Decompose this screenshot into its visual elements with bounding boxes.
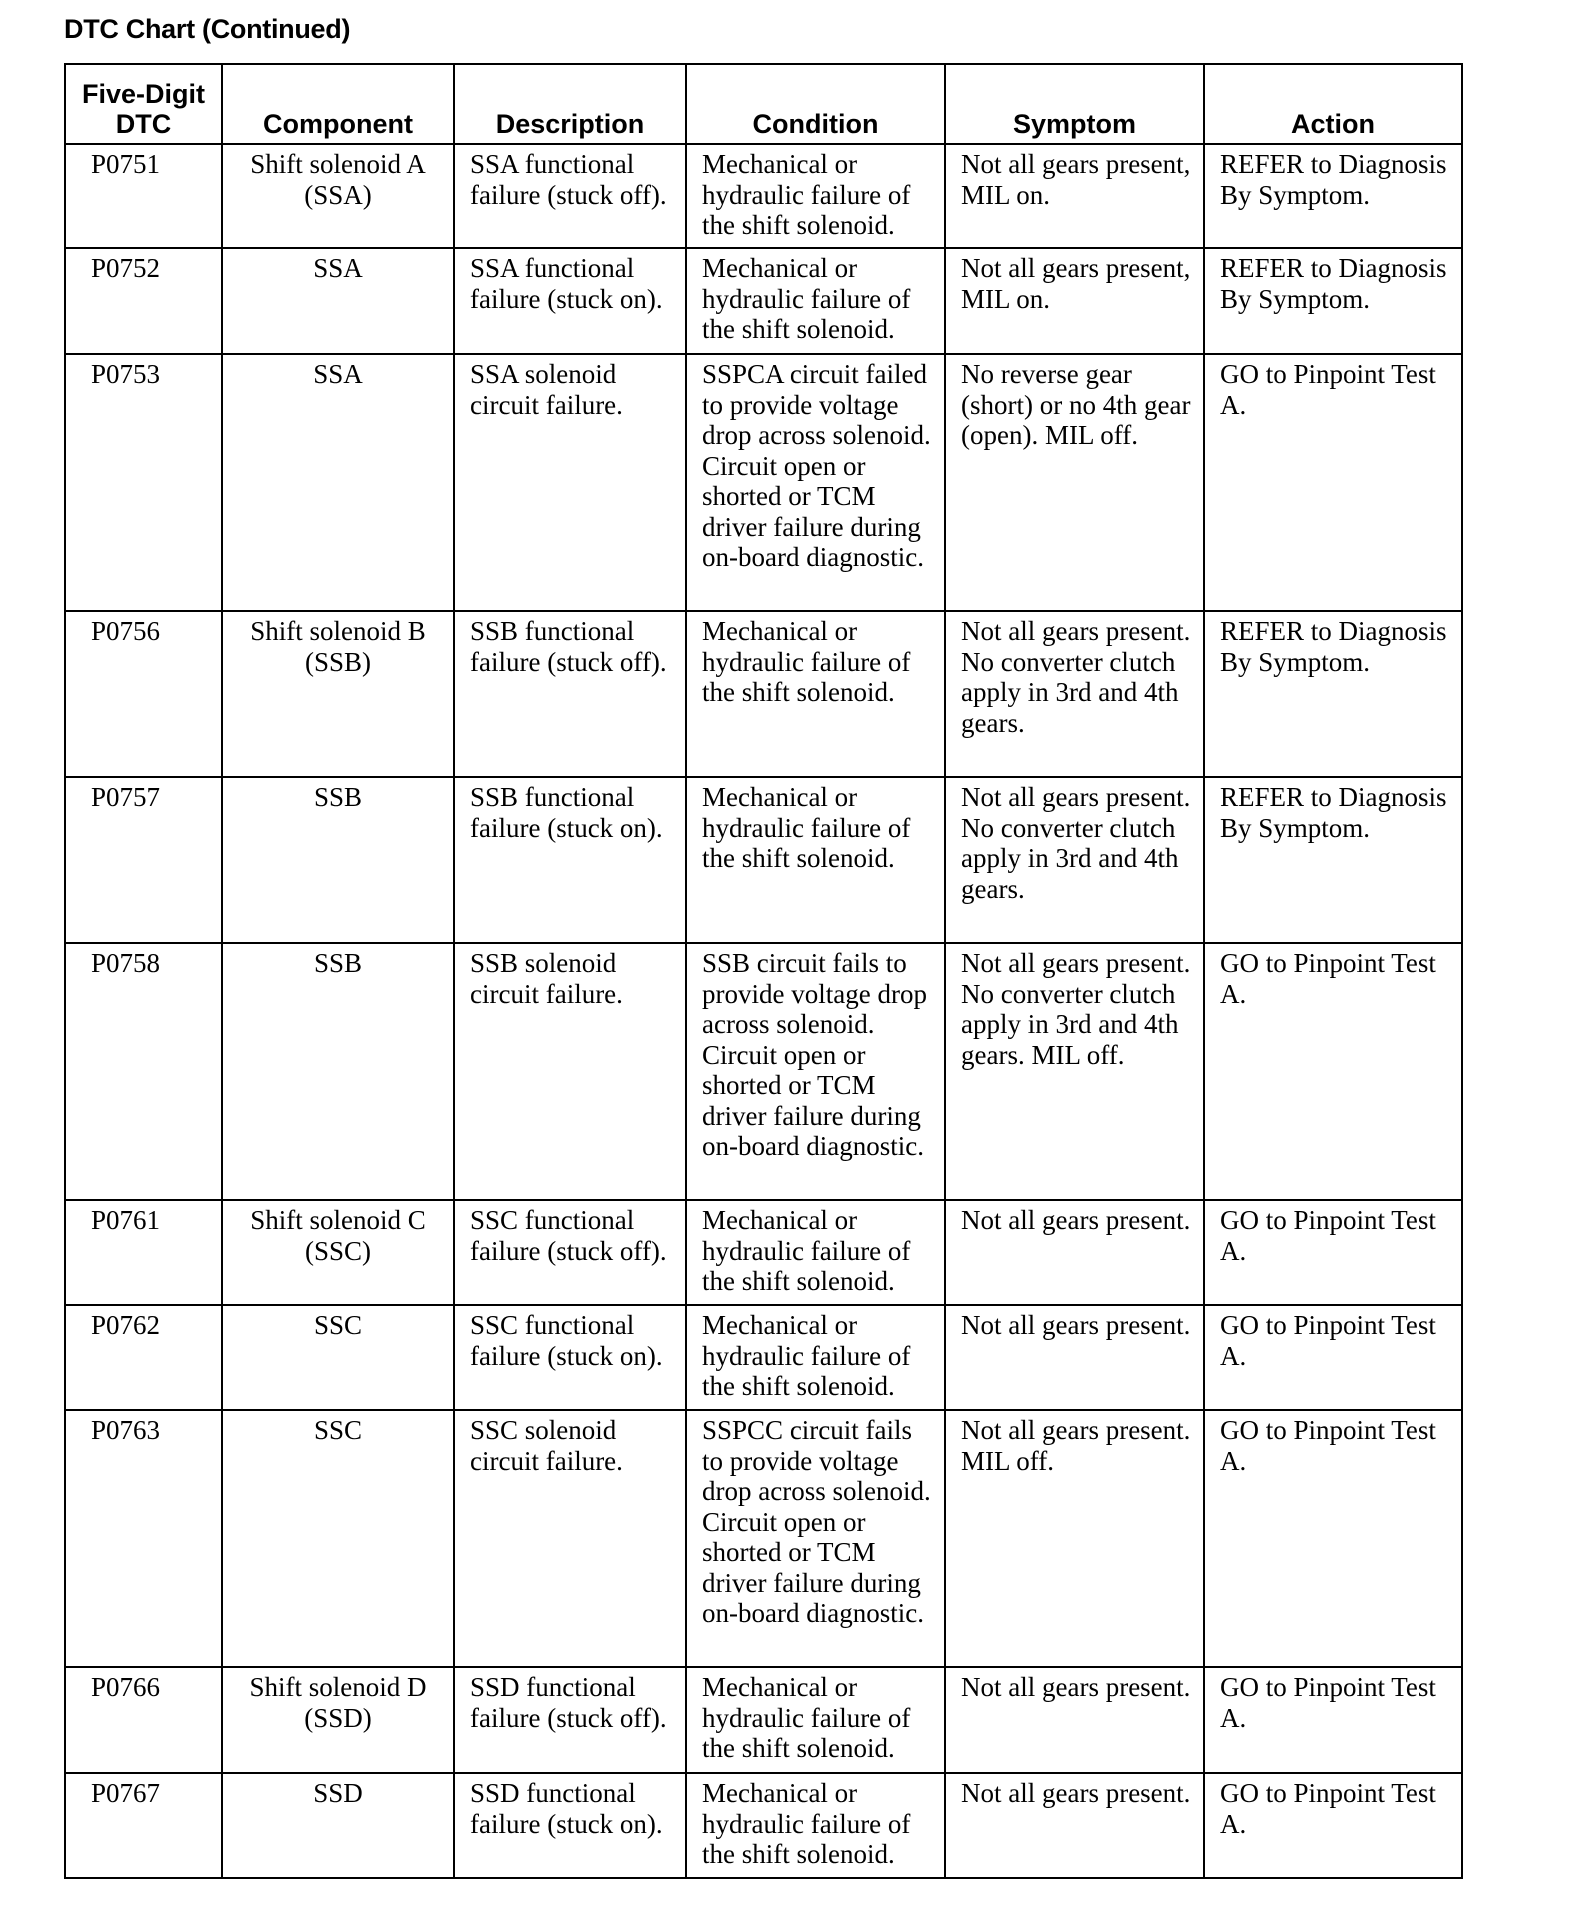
- cell-symptom: Not all gears present. No converter clutch apply in 3rd and 4th gears.: [945, 777, 1204, 943]
- cell-action: GO to Pinpoint Test A.: [1204, 1773, 1462, 1878]
- cell-symptom: Not all gears present, MIL on.: [945, 248, 1204, 354]
- table-row: [65, 777, 1462, 943]
- table-row: [65, 1667, 1462, 1773]
- cell-symptom: Not all gears present.: [945, 1667, 1204, 1773]
- cell-description: SSC functional failure (stuck on).: [454, 1305, 686, 1410]
- cell-condition: Mechanical or hydraulic failure of the shift solenoid.: [686, 777, 945, 943]
- cell-action: REFER to Diagnosis By Symptom.: [1204, 611, 1462, 777]
- cell-component: SSA: [222, 354, 454, 611]
- cell-description: SSA solenoid circuit failure.: [454, 354, 686, 611]
- cell-action: REFER to Diagnosis By Symptom.: [1204, 144, 1462, 248]
- cell-symptom: Not all gears present. MIL off.: [945, 1410, 1204, 1667]
- cell-action: REFER to Diagnosis By Symptom.: [1204, 248, 1462, 354]
- cell-component: SSB: [222, 777, 454, 943]
- cell-description: SSA functional failure (stuck on).: [454, 248, 686, 354]
- cell-component: SSA: [222, 248, 454, 354]
- cell-condition: Mechanical or hydraulic failure of the shift solenoid.: [686, 1667, 945, 1773]
- cell-action: GO to Pinpoint Test A.: [1204, 1667, 1462, 1773]
- cell-component: SSB: [222, 943, 454, 1200]
- table-row: [65, 943, 1462, 1200]
- cell-condition: Mechanical or hydraulic failure of the shift solenoid.: [686, 1773, 945, 1878]
- cell-dtc: P0763: [65, 1410, 222, 1667]
- cell-action: GO to Pinpoint Test A.: [1204, 354, 1462, 611]
- cell-dtc: P0753: [65, 354, 222, 611]
- cell-condition: Mechanical or hydraulic failure of the shift solenoid.: [686, 248, 945, 354]
- cell-component: SSC: [222, 1410, 454, 1667]
- cell-description: SSD functional failure (stuck on).: [454, 1773, 686, 1878]
- cell-component: Shift solenoid A (SSA): [222, 144, 454, 248]
- header-condition: Condition: [686, 64, 945, 144]
- cell-action: GO to Pinpoint Test A.: [1204, 1410, 1462, 1667]
- page-title: DTC Chart (Continued): [64, 14, 351, 44]
- cell-condition: SSPCA circuit failed to provide voltage drop across solenoid. Circuit open or shorted or TCM driver failure during on-board diagnostic.: [686, 354, 945, 611]
- cell-description: SSC functional failure (stuck off).: [454, 1200, 686, 1305]
- cell-symptom: Not all gears present.: [945, 1305, 1204, 1410]
- cell-dtc: P0761: [65, 1200, 222, 1305]
- table-row: [65, 611, 1462, 777]
- cell-dtc: P0758: [65, 943, 222, 1200]
- cell-component: Shift solenoid B (SSB): [222, 611, 454, 777]
- cell-symptom: Not all gears present.: [945, 1200, 1204, 1305]
- cell-dtc: P0752: [65, 248, 222, 354]
- cell-action: GO to Pinpoint Test A.: [1204, 1200, 1462, 1305]
- cell-symptom: Not all gears present, MIL on.: [945, 144, 1204, 248]
- cell-symptom: No reverse gear (short) or no 4th gear (open). MIL off.: [945, 354, 1204, 611]
- table-row: [65, 1410, 1462, 1667]
- table-row: [65, 144, 1462, 248]
- cell-condition: Mechanical or hydraulic failure of the shift solenoid.: [686, 144, 945, 248]
- header-dtc: Five-Digit DTC: [65, 64, 222, 144]
- table-row: [65, 1200, 1462, 1305]
- cell-symptom: Not all gears present.: [945, 1773, 1204, 1878]
- cell-condition: SSB circuit fails to provide voltage drop across solenoid. Circuit open or shorted or TCM driver failure during on-board diagnostic.: [686, 943, 945, 1200]
- table-header-row: [65, 64, 1462, 144]
- cell-description: SSB functional failure (stuck off).: [454, 611, 686, 777]
- cell-description: SSA functional failure (stuck off).: [454, 144, 686, 248]
- cell-condition: Mechanical or hydraulic failure of the shift solenoid.: [686, 1305, 945, 1410]
- cell-action: GO to Pinpoint Test A.: [1204, 1305, 1462, 1410]
- cell-action: REFER to Diagnosis By Symptom.: [1204, 777, 1462, 943]
- cell-symptom: Not all gears present. No converter clutch apply in 3rd and 4th gears.: [945, 611, 1204, 777]
- table-row: [65, 354, 1462, 611]
- cell-dtc: P0767: [65, 1773, 222, 1878]
- cell-component: Shift solenoid D (SSD): [222, 1667, 454, 1773]
- cell-description: SSC solenoid circuit failure.: [454, 1410, 686, 1667]
- header-symptom: Symptom: [945, 64, 1204, 144]
- header-description: Description: [454, 64, 686, 144]
- cell-condition: SSPCC circuit fails to provide voltage drop across solenoid. Circuit open or shorted or TCM driver failure during on-board diagnostic.: [686, 1410, 945, 1667]
- header-action: Action: [1204, 64, 1462, 144]
- cell-condition: Mechanical or hydraulic failure of the shift solenoid.: [686, 611, 945, 777]
- cell-description: SSB solenoid circuit failure.: [454, 943, 686, 1200]
- cell-dtc: P0751: [65, 144, 222, 248]
- cell-dtc: P0756: [65, 611, 222, 777]
- cell-condition: Mechanical or hydraulic failure of the shift solenoid.: [686, 1200, 945, 1305]
- cell-dtc: P0766: [65, 1667, 222, 1773]
- cell-description: SSD functional failure (stuck off).: [454, 1667, 686, 1773]
- cell-dtc: P0757: [65, 777, 222, 943]
- cell-description: SSB functional failure (stuck on).: [454, 777, 686, 943]
- table-row: [65, 248, 1462, 354]
- cell-action: GO to Pinpoint Test A.: [1204, 943, 1462, 1200]
- table-row: [65, 1773, 1462, 1878]
- cell-component: SSC: [222, 1305, 454, 1410]
- table-row: [65, 1305, 1462, 1410]
- dtc-table: [64, 63, 1463, 1879]
- cell-component: SSD: [222, 1773, 454, 1878]
- header-component: Component: [222, 64, 454, 144]
- cell-symptom: Not all gears present. No converter clutch apply in 3rd and 4th gears. MIL off.: [945, 943, 1204, 1200]
- cell-component: Shift solenoid C (SSC): [222, 1200, 454, 1305]
- cell-dtc: P0762: [65, 1305, 222, 1410]
